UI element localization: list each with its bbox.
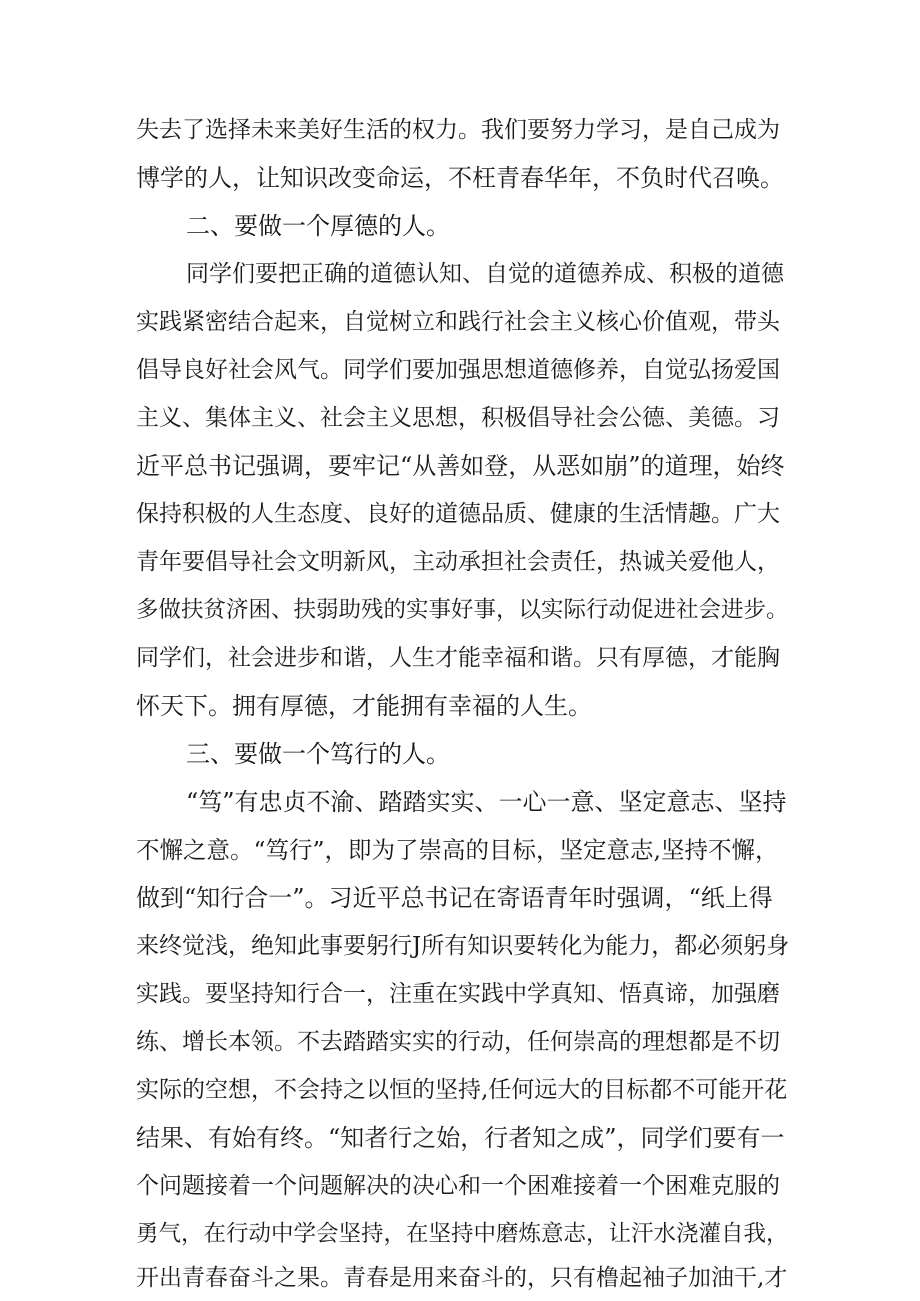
paragraph-line: 保持积极的人生态度、良好的道德品质、健康的生活情趣。广大 [136, 501, 780, 527]
paragraph-line: 实践。要坚持知行合一，注重在实践中学真知、悟真谛，加强磨 [136, 981, 780, 1007]
paragraph-line: 勇气，在行动中学会坚持，在坚持中磨炼意志，让汗水浇灌自我， [136, 1221, 789, 1247]
paragraph-line: “笃”有忠贞不渝、踏踏实实、一心一意、坚定意志、坚持 [186, 788, 787, 816]
paragraph-line: 同学们要把正确的道德认知、自觉的道德养成、积极的道德 [186, 261, 784, 287]
paragraph-line: 练、增长本领。不去踏踏实实的行动，任何崇高的理想都是不切 [136, 1029, 780, 1055]
paragraph-line: 做到“知行合一”。习近平总书记在寄语青年时强调，“纸上得 [136, 884, 773, 912]
paragraph-line: 不懈之意。“笃行”，即为了崇高的目标，坚定意志,坚持不懈， [136, 836, 779, 864]
paragraph-line: 失去了选择未来美好生活的权力。我们要努力学习，是自己成为 [136, 117, 780, 143]
section-heading: 三、要做一个笃行的人。 [186, 740, 450, 768]
paragraph-line: 怀天下。拥有厚德，才能拥有幸福的人生。 [136, 692, 592, 720]
paragraph-line: 实际的空想，不会持之以恒的坚持,任何远大的目标都不可能开花 [136, 1077, 788, 1103]
paragraph-line: 开出青春奋斗之果。青春是用来奋斗的，只有橹起袖子加油干,才 [136, 1265, 788, 1291]
paragraph-line: 青年要倡导社会文明新风，主动承担社会责任，热诚关爱他人， [136, 549, 780, 575]
paragraph-line: 来终觉浅，绝知此事要躬行J所有知识要转化为能力，都必须躬身 [136, 933, 790, 959]
paragraph-line: 结果、有始有终。“知者行之始，行者知之成”，同学们要有一 [136, 1124, 785, 1152]
paragraph-line: 实践紧密结合起来，自觉树立和践行社会主义核心价值观，带头 [136, 309, 780, 335]
paragraph-line: 同学们，社会进步和谐，人生才能幸福和谐。只有厚德，才能胸 [136, 645, 780, 671]
paragraph-line: 倡导良好社会风气。同学们要加强思想道德修养，自觉弘扬爱国 [136, 357, 780, 383]
paragraph-line: 主义、集体主义、社会主义思想，积极倡导社会公德、美德。习 [136, 405, 780, 431]
section-heading: 二、要做一个厚德的人。 [186, 212, 450, 240]
paragraph-line: 多做扶贫济困、扶弱助残的实事好事，以实际行动促进社会进步。 [136, 597, 789, 623]
paragraph-line: 近平总书记强调，要牢记“从善如登，从恶如崩”的道理，始终 [136, 452, 785, 480]
paragraph-line: 博学的人，让知识改变命运，不枉青春华年，不负时代召唤。 [136, 164, 784, 192]
paragraph-line: 个问题接着一个问题解决的决心和一个困难接着一个困难克服的 [136, 1173, 780, 1199]
